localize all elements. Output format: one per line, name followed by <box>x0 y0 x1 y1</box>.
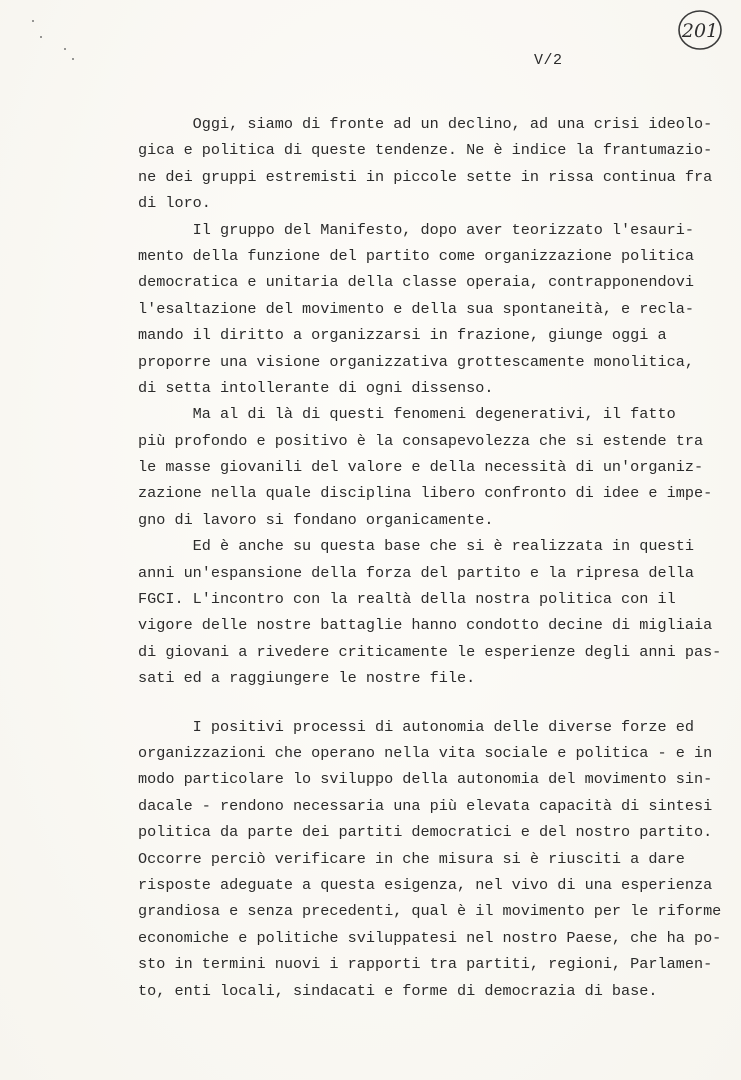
paper-speck <box>72 58 74 60</box>
text-line: vigore delle nostre battaglie hanno condotto decine di migliaia <box>138 616 713 635</box>
stamp-number: 201 <box>681 20 719 42</box>
text-line: di setta intollerante di ogni dissenso. <box>138 378 494 397</box>
text-line: più profondo e positivo è la consapevolezza che si estende tra <box>138 431 704 450</box>
text-line: politica da parte dei partiti democratici e del nostro partito. <box>138 823 713 842</box>
text-line: anni un'espansione della forza del partito e la ripresa della <box>138 563 694 582</box>
text-line: modo particolare lo sviluppo della autonomia del movimento sin- <box>138 770 713 789</box>
text-line: di loro. <box>138 194 211 213</box>
text-line: gica e politica di queste tendenze. Ne è indice la frantumazio- <box>138 141 713 160</box>
text-line: Oggi, siamo di fronte ad un declino, ad una crisi ideolo- <box>138 115 713 133</box>
text-line: organizzazioni che operano nella vita sociale e politica - e in <box>138 743 713 762</box>
text-line: mento della funzione del partito come organizzazione politica <box>138 246 694 265</box>
text-line: grandiosa e senza precedenti, qual è il movimento per le riforme <box>138 902 722 921</box>
text-line: proporre una visione organizzativa grottescamente monolitica, <box>138 352 694 371</box>
paragraph <box>138 111 713 217</box>
text-line: sati ed a raggiungere le nostre file. <box>138 669 476 688</box>
text-line: I positivi processi di autonomia delle diverse forze ed <box>138 717 694 736</box>
text-line: gno di lavoro si fondano organicamente. <box>138 510 494 529</box>
text-line: ne dei gruppi estremisti in piccole sette in rissa continua fra <box>138 167 713 186</box>
paper-speck <box>64 48 66 50</box>
text-line: Il gruppo del Manifesto, dopo aver teorizzato l'esauri- <box>138 220 694 239</box>
text-line: to, enti locali, sindacati e forme di democrazia di base. <box>138 981 658 1000</box>
paragraph <box>138 217 698 402</box>
text-line: Ed è anche su questa base che si è realizzata in questi <box>138 537 694 556</box>
text-line: l'esaltazione del movimento e della sua spontaneità, e recla- <box>138 299 694 318</box>
text-line: risposte adeguate a questa esigenza, nel vivo di una esperienza <box>138 875 713 894</box>
text-line: sto in termini nuovi i rapporti tra partiti, regioni, Parlamen- <box>138 955 713 974</box>
paper-speck <box>32 20 34 22</box>
text-line: FGCI. L'incontro con la realtà della nostra politica con il <box>138 590 676 609</box>
document-body <box>138 111 722 1004</box>
text-line: Occorre perciò verificare in che misura si è riusciti a dare <box>138 849 685 868</box>
text-line: democratica e unitaria della classe operaia, contrapponendovi <box>138 273 694 292</box>
text-line: zazione nella quale disciplina libero confronto di idee e impe- <box>138 484 713 503</box>
paper-speck <box>40 36 42 38</box>
text-line: Ma al di là di questi fenomeni degenerativi, il fatto <box>138 405 676 424</box>
text-line: dacale - rendono necessaria una più elevata capacità di sintesi <box>138 796 713 815</box>
paragraph-gap <box>138 692 698 714</box>
page-number: V/2 <box>534 52 563 69</box>
text-line: le masse giovanili del valore e della necessità di un'organiz- <box>138 458 704 477</box>
text-line: economiche e politiche sviluppatesi nel nostro Paese, che ha po- <box>138 928 722 947</box>
text-line: mando il diritto a organizzarsi in frazione, giunge oggi a <box>138 326 667 345</box>
text-line: di giovani a rivedere criticamente le esperienze degli anni pas- <box>138 642 722 661</box>
paragraph <box>138 533 722 691</box>
handwritten-page-stamp <box>676 8 724 52</box>
paragraph <box>138 714 722 1004</box>
paragraph <box>138 401 713 533</box>
